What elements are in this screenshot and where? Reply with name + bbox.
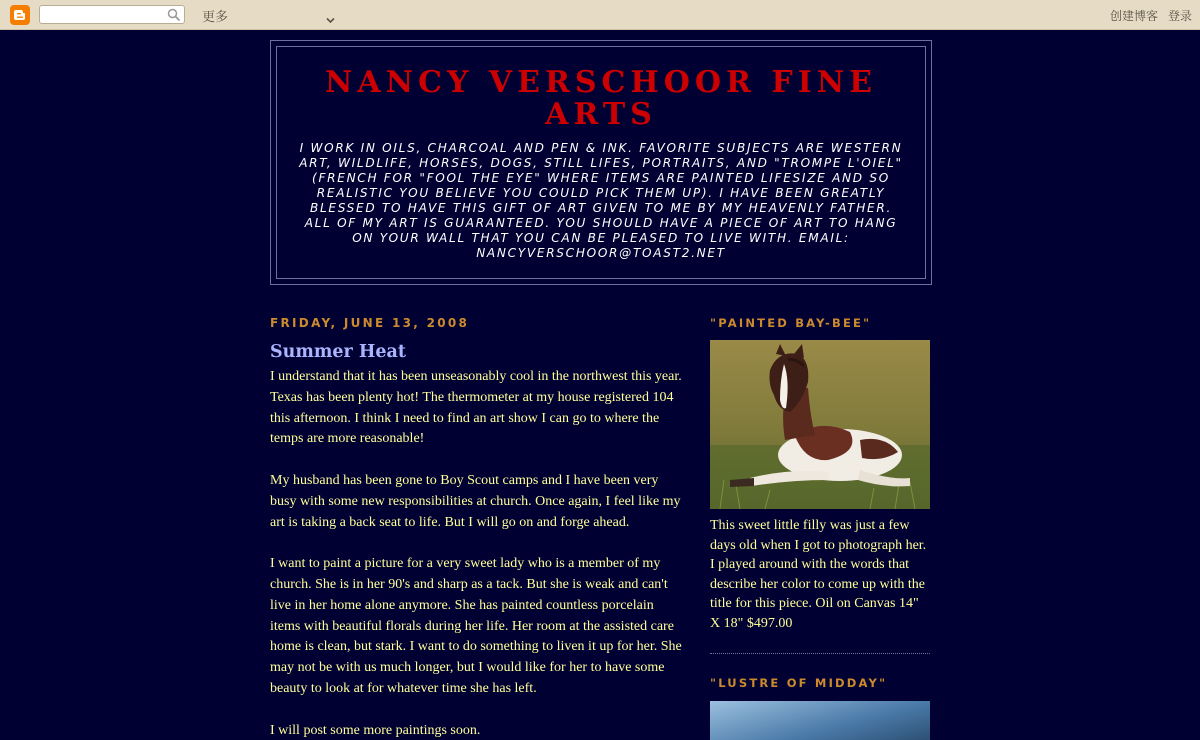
post-paragraph: My husband has been gone to Boy Scout camps and I have been very busy with some new responsibilities at church. Once again, I feel like my art is taking a back seat to life. But I will go on and forge ahead. (270, 472, 681, 530)
widget-title: "LUSTRE OF MIDDAY" (710, 676, 888, 690)
login-link[interactable]: 登录 (1167, 9, 1192, 23)
post-paragraph: I understand that it has been unseasonably cool in the northwest this year. Texas has been plenty hot! The thermometer at my house registered 104 this afternoon. I think I need to find an art show I can go to where the temps are more reasonable! (270, 369, 682, 447)
post-paragraph: I will post some more paintings soon. (270, 722, 481, 738)
blogger-navbar (0, 0, 1200, 30)
painting-caption: This sweet little filly was just a few days old when I got to photograph her. I played around with the words that describe her color to come up with the title for this piece. Oil on Canvas 14" X 18" $497.00 (710, 518, 927, 631)
blogger-logo-icon[interactable] (10, 5, 30, 25)
main-column (270, 316, 682, 740)
blog-title[interactable]: NANCY VERSCHOOR FINE ARTS (324, 65, 878, 132)
post-paragraph: I want to paint a picture for a very sweet lady who is a member of my church. She is in her 90's and sharp as a tack. But she is weak and can't live in her home alone anymore. She has painted countless porcelain items with beautiful florals during her life. Her room at the assisted care home is clean, but stark. I want to do something to liven it up for her. She may not be with us much longer, but I would like for her to have some beauty to look at for whatever time she has left. (270, 556, 682, 696)
post-date: FRIDAY, JUNE 13, 2008 (270, 316, 470, 330)
sidebar-widget-painted-bay-bee (710, 316, 930, 654)
chevron-down-icon[interactable] (326, 9, 335, 28)
widget-divider (710, 653, 930, 654)
blog-description: I WORK IN OILS, CHARCOAL AND PEN & INK. FAVORITE SUBJECTS ARE WESTERN ART, WILDLIFE, HORSES, DOGS, STILL LIFES, PORTRAITS, AND "TROMPE L'OIEL" (FRENCH FOR "FOOL THE EYE" WHERE ITEMS ARE PAINTED LIFESIZE AND SO REALISTIC YOU BELIEVE YOU COULD PICK THEM UP). I HAVE BEEN GREATLY BLESSED TO HAVE THIS GIFT OF ART GIVEN TO ME BY MY HEAVENLY FATHER. ALL OF MY ART IS GUARANTEED. YOU SHOULD HAVE A PIECE OF ART TO HANG ON YOUR WALL THAT YOU CAN BE PLEASED TO LIVE WITH. EMAIL: NANCYVERSCHOOR@TOAST2.NET (299, 141, 903, 260)
blog-header-inner (276, 46, 926, 279)
blog-search-input[interactable] (39, 5, 185, 24)
navbar-links (1110, 7, 1192, 24)
blog-header (270, 40, 932, 285)
painted-bay-bee-painting[interactable] (710, 340, 930, 509)
search-icon[interactable] (167, 7, 181, 26)
create-blog-link[interactable]: 创建博客 (1109, 9, 1158, 23)
widget-title: "PAINTED BAY-BEE" (710, 316, 872, 330)
sidebar-widget-lustre-of-midday (710, 676, 930, 740)
more-menu[interactable]: 更多 (202, 10, 229, 25)
post-body (270, 367, 682, 740)
lustre-of-midday-painting[interactable] (710, 701, 930, 740)
post-title[interactable]: Summer Heat (270, 342, 406, 362)
sidebar (710, 316, 930, 740)
